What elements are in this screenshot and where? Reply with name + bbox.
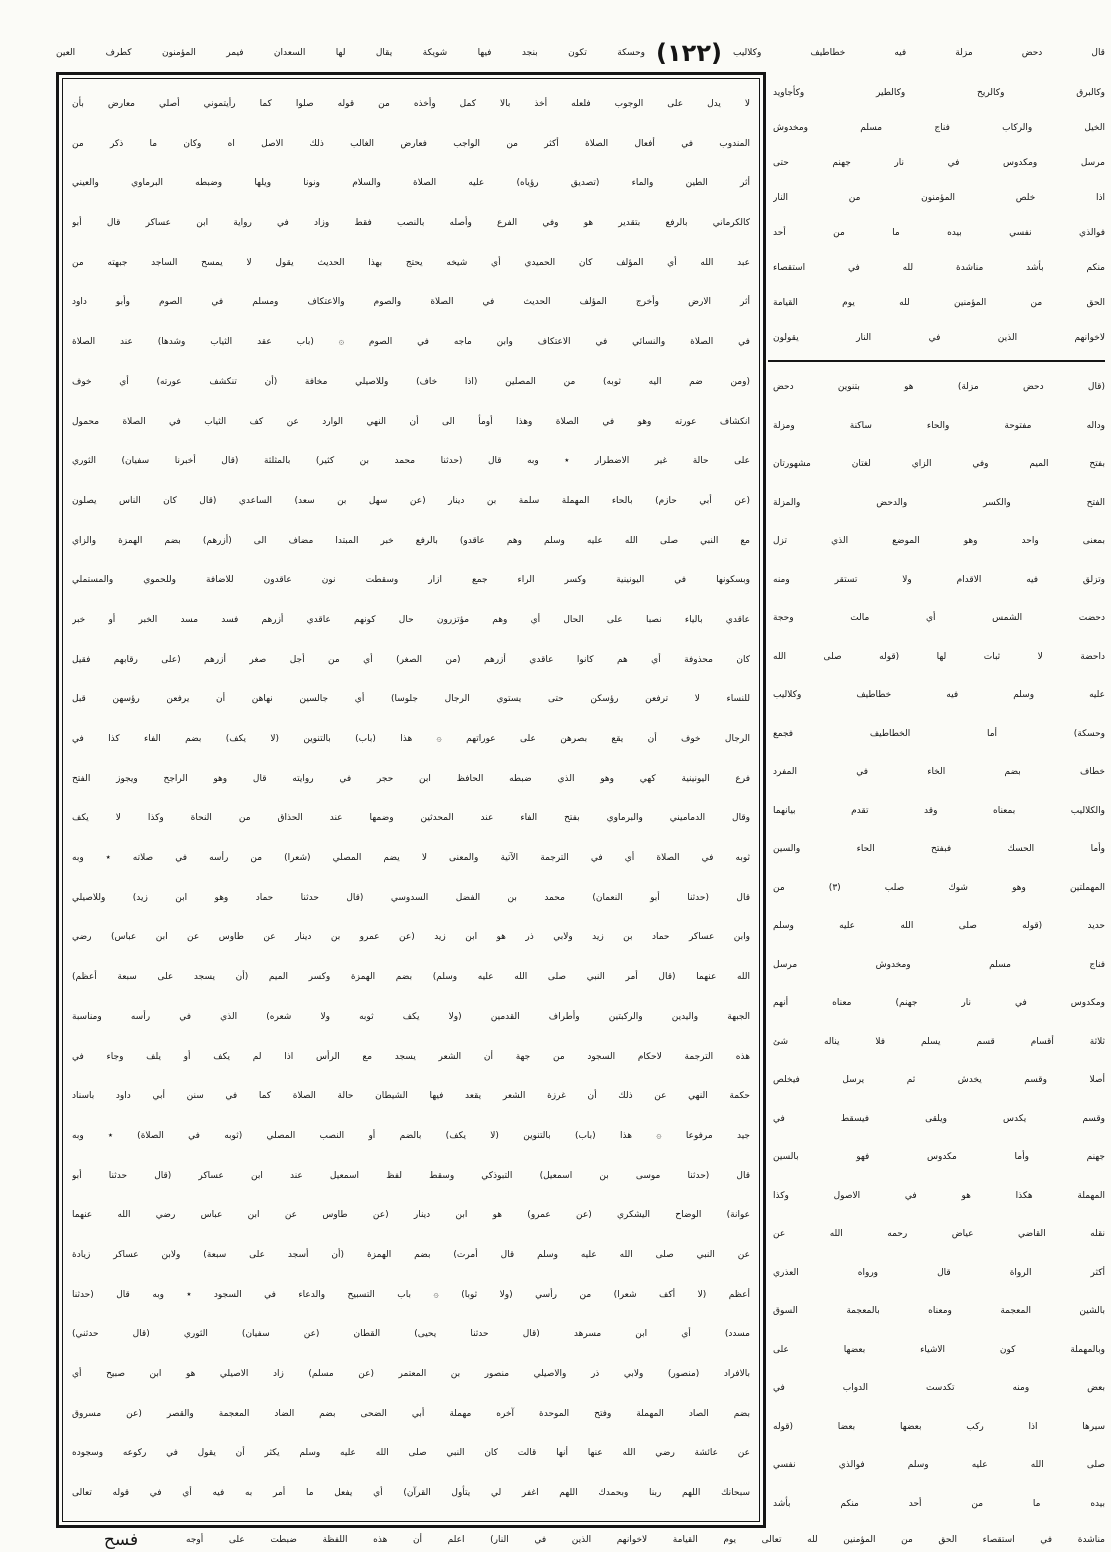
main-text-line: ثوبه في الصلاة أي في الترجمة الآتية والمعنى لا يضم المصلي (شعرا) من رأسه في صلاته ٭ وبه xyxy=(72,853,750,864)
page-footer xyxy=(56,1529,1105,1551)
main-text-line: كالكرماني بالرفع بتقدير هو وفي الفرع وأصله بالنصب فقط وزاد في رواية ابن عساكر قال أبو xyxy=(72,218,750,229)
main-text-line: قال (حدثنا أبو النعمان) محمد بن الفضل السدوسي (قال حدثنا حماد وهو ابن زيد) وللاصيلي xyxy=(72,892,750,903)
margin-commentary-line: فناج مسلم ومخدوش مرسل xyxy=(773,959,1105,970)
margin-commentary-line: وداله مفتوحة والحاء ساكنة ومزلة xyxy=(773,420,1105,431)
margin-hadith-line: لاخوانهم الذين في النار يقولون xyxy=(773,333,1105,343)
main-text-frame xyxy=(56,72,766,1528)
main-text-body xyxy=(62,78,760,1522)
main-text-line: عن عائشة رضي الله عنها أنها قالت كان النبي صلى الله عليه وسلم يكثر أن يقول في ركوعه وسجوده xyxy=(72,1448,750,1459)
margin-commentary-line: والكلاليب بمعناه وقد تقدم بيانهما xyxy=(773,805,1105,816)
margin-hadith-line: الخيل والركاب فناج مسلم ومخدوش xyxy=(773,123,1105,133)
main-text-line: الرجال خوف أن يقع بصرهن على عوراتهم ۞ هذا (باب) بالتنوين (لا يكف) بضم الفاء كذا في xyxy=(72,734,750,744)
main-text-line: مع النبي صلى الله عليه وسلم وهم عاقدو) بالرفع خبر المبتدا مضاف الى (أزرهم) بضم الهمزة والزاي xyxy=(72,535,750,546)
margin-commentary-line: أصلا وقسم يخدش ثم يرسل فيخلص xyxy=(773,1075,1105,1085)
main-text-line: الجبهة واليدين والركبتين وأطراف القدمين (ولا يكف ثوبه ولا شعره) الذي في رأسه ومناسبة xyxy=(72,1011,750,1022)
header-text-right: قال دحض مزلة فيه خطاطيف وكلاليب xyxy=(733,48,1105,58)
margin-commentary-line: حديد (قوله صلى الله عليه وسلم xyxy=(773,921,1105,931)
margin-hadith-line: فوالذي نفسي بيده ما من أحد xyxy=(773,228,1105,238)
footer-text: مناشدة في استقصاء الحق من المؤمنين لله تعالى يوم القيامة لاخوانهم الذين في النار) اعلم أن هذه اللفظة ضبطت على أوجه xyxy=(186,1535,1105,1545)
margin-commentary-line: بعض ومنه تكدست الدواب في xyxy=(773,1383,1105,1393)
margin-commentary-text xyxy=(773,368,1105,1526)
margin-hadith-line: منكم بأشد مناشدة لله في استقصاء xyxy=(773,263,1105,273)
margin-commentary-line: داحضة لا ثبات لها (قوله صلى الله xyxy=(773,651,1105,662)
main-text-line: للنساء لا ترفعن رؤسكن حتى يستوي الرجال جلوسا) أي جالسين نهاهن أن يرفعن رؤسهن قبل xyxy=(72,694,750,705)
margin-hadith-line: مرسل ومكدوس في نار جهنم حتى xyxy=(773,158,1105,168)
main-text-line: في الصلاة والنسائي في الاعتكاف وابن ماجه في الصوم ۞ (باب عقد الثياب وشدها) عند الصلاة xyxy=(72,337,750,348)
margin-commentary-line: (قال دحض مزلة) هو بتنوين دحض xyxy=(773,382,1105,392)
main-text-line: على حالة غير الاضطرار ٭ وبه قال (حدثنا محمد بن كثير) بالمثلثة (قال أخبرنا سفيان) الثوري xyxy=(72,456,750,467)
margin-commentary-line: المهملتين وهو شوك صلب (٣) من xyxy=(773,882,1105,893)
main-text-line: المندوب في أفعال الصلاة أكثر من الواجب فعارض الغالب ذلك الاصل اه وكان ما ذكر من xyxy=(72,138,750,149)
main-text-line: قال (حدثنا موسى بن اسمعيل) التبوذكي وسقط لفظ اسمعيل عند ابن عساكر (قال حدثنا أبو xyxy=(72,1170,750,1181)
margin-commentary-line: ومكدوس في نار جهنم) معناه أنهم xyxy=(773,998,1105,1008)
main-text-line: جيد مرفوعا ۞ هذا (باب) بالتنوين (لا يكف) بالضم أو النصب المصلي (ثوبه في الصلاة) ٭ وبه xyxy=(72,1130,750,1141)
main-text-line: وابن عساكر حماد بن زيد ولابي ذر هو ابن زيد (عن عمرو بن دينار عن طاوس عن ابن عباس) رضي xyxy=(72,932,750,943)
margin-commentary-line: جهنم وأما مكدوس فهو بالسين xyxy=(773,1152,1105,1162)
margin-commentary-line: بيده ما من أحد منكم بأشد xyxy=(773,1498,1105,1509)
main-text-line: الله عنهما (قال أمر النبي صلى الله عليه وسلم) بضم الهمزة وكسر الميم (أن يسجد على سبعة أعظم) xyxy=(72,972,750,983)
catchword: فسح xyxy=(103,1530,139,1550)
margin-divider-rule xyxy=(768,360,1105,362)
main-text-line: أثر الطين والماء (تصديق رؤياه) عليه الصلاة والسلام ونونا ويلها وضبطه البرماوي والعيني xyxy=(72,178,750,189)
margin-commentary-line: ثلاثة أقسام قسم يسلم فلا يناله شئ xyxy=(773,1036,1105,1047)
margin-commentary-line: وقسم يكدس ويلقى فيسقط في xyxy=(773,1113,1105,1124)
margin-commentary-line: الفتح والكسر والدحض والمزلة xyxy=(773,497,1105,508)
margin-hadith-line: الحق من المؤمنين لله يوم القيامة xyxy=(773,298,1105,308)
main-text-line: وقال الدماميني والبرماوي بفتح الفاء عند المحدثين وضمها عند الحذاق من النحاة وكذا لا يكف xyxy=(72,813,750,824)
main-text-line: أثر الارض وأخرج المؤلف الحديث في الصلاة والصوم والاعتكاف ومسلم في الصوم وأبو داود xyxy=(72,297,750,308)
running-header xyxy=(56,36,1105,70)
main-text-line: (عن أبي حازم) بالحاء المهملة سلمة بن دينار (عن سهل بن سعد) الساعدي (قال كان الناس يصلون xyxy=(72,495,750,506)
main-text-line: وبسكونها في اليونينية وكسر الراء جمع ازار وسقطت نون عاقدون للاضافة وللحموي والمستملي xyxy=(72,575,750,586)
margin-commentary-line: خطاف بضم الخاء في المفرد xyxy=(773,767,1105,777)
margin-commentary-line: وأما الحسك فبفتح الحاء والسين xyxy=(773,844,1105,854)
margin-commentary-line: دحضت الشمس أي مالت وحجة xyxy=(773,613,1105,623)
margin-commentary-line: صلى الله عليه وسلم فوالذي نفسي xyxy=(773,1460,1105,1470)
main-text-line: سبحانك اللهم ربنا وبحمدك اللهم اغفر لي يتأول القرآن) أي يفعل ما أمر به فيه أي في قوله تعالى xyxy=(72,1488,750,1499)
main-text-line: عاقدي بالياء نصبا على الحال أي وهم مؤتزرون حال كونهم عاقدي أزرهم فسد مسد الخبر أو خبر xyxy=(72,614,750,625)
main-text-line: عبد الله أي المؤلف كان الحميدي أي شيخه يحتج بهذا الحديث يقول لا يمسح الساجد جبهته من xyxy=(72,257,750,268)
main-text-line: عوانة) الوضاح اليشكري (عن عمرو) هو ابن دينار (عن طاوس عن ابن عباس رضي الله عنهما xyxy=(72,1210,750,1221)
page-number: (١٢٢) xyxy=(656,39,722,67)
margin-commentary-line: نقله القاضي عياض رحمه الله عن xyxy=(773,1229,1105,1239)
main-text-line: لا يدل على الوجوب فلعله أخذ بالا كمل وأخذه من قوله صلوا كما رأيتموني أصلي معارض بأن xyxy=(72,99,750,109)
main-text-line: حكمة النهي عن ذلك أن غرزة الشعر يقعد فيها الشيطان حالة الصلاة كما في سنن أبي داود باسناد xyxy=(72,1091,750,1102)
header-text-left: وحسكة تكون بنجد فيها شويكة يقال لها السعدان فيمر المؤمنون كطرف العين xyxy=(56,48,645,58)
main-text-line: (ومن ضم اليه ثوبه) من المصلين (اذا خاف) وللاصيلي مخافة (أن تنكشف عورته) أي خوف xyxy=(72,376,750,387)
main-text-line: عن النبي صلى الله عليه وسلم قال أمرت) بضم الهمزة (أن أسجد على سبعة) ولابن عساكر زيادة xyxy=(72,1249,750,1260)
margin-commentary-line: المهملة هكذا هو في الاصول وكذا xyxy=(773,1190,1105,1201)
margin-hadith-line: وكالبرق وكالريح وكالطير وكأجاويد xyxy=(773,88,1105,98)
margin-commentary-line: وبالمهملة كون الاشياء بعضها على xyxy=(773,1344,1105,1355)
margin-commentary-line: عليه وسلم فيه خطاطيف وكلاليب xyxy=(773,690,1105,700)
main-text-line: أعظم (لا أكف شعرا) من رأسي (ولا ثوبا) ۞ باب التسبيح والدعاء في السجود ٭ وبه قال (حدثنا xyxy=(72,1289,750,1300)
main-text-line: بالافراد (منصور) ولابي ذر والاصيلي منصور بن المعتمر (عن مسلم) زاد الاصيلي هو ابن صبيح أي xyxy=(72,1369,750,1379)
margin-commentary-line: سيرها اذا ركب بعضها بعضا (قوله xyxy=(773,1421,1105,1432)
margin-commentary-line: بفتح الميم وفي الزاي لغتان مشهورتان xyxy=(773,459,1105,469)
main-text-line: انكشاف عورته وهو في الصلاة وهذا أومأ الى أن النهي الوارد عن كف الثياب في الصلاة محمول xyxy=(72,416,750,427)
margin-commentary-line: وحسكة) أما الخطاطيف فجمع xyxy=(773,728,1105,739)
main-text-line: مسدد) أي ابن مسرهد (قال حدثنا يحيى) القطان (عن سفيان) الثوري (قال حدثني) xyxy=(72,1329,750,1340)
margin-hadith-line: اذا خلص المؤمنون من النار xyxy=(773,193,1105,203)
main-text-line: بضم الصاد المهملة وفتح الموحدة آخره مهملة أبي الضحى بضم الضاد المعجمة والقصر (عن مسروق xyxy=(72,1408,750,1419)
margin-column xyxy=(773,76,1105,1528)
margin-commentary-line: وتزلق فيه الاقدام ولا تستقر ومنه xyxy=(773,574,1105,585)
margin-commentary-line: أكثر الرواة قال ورواه العذري xyxy=(773,1267,1105,1278)
margin-commentary-line: بالشين المعجمة ومعناه بالمعجمة السوق xyxy=(773,1306,1105,1316)
main-text-line: كان محذوفة أي هم كانوا عاقدي أزرهم (من الصغر) أي من أجل صغر أزرهم (على رقابهم فقيل xyxy=(72,654,750,665)
main-text-line: هذه الترجمة لاحكام السجود من جهة أن الشعر يسجد مع الرأس اذا لم يكف أو يلف وجاء في xyxy=(72,1051,750,1062)
margin-hadith-text xyxy=(773,76,1105,358)
margin-commentary-line: بمعنى واحد وهو الموضع الذي تزل xyxy=(773,536,1105,546)
main-text-line: فرع اليونينية كهي وهو الذي ضبطه الحافظ ابن حجر في روايته قال وهو الراجح ويجوز الفتح xyxy=(72,773,750,784)
